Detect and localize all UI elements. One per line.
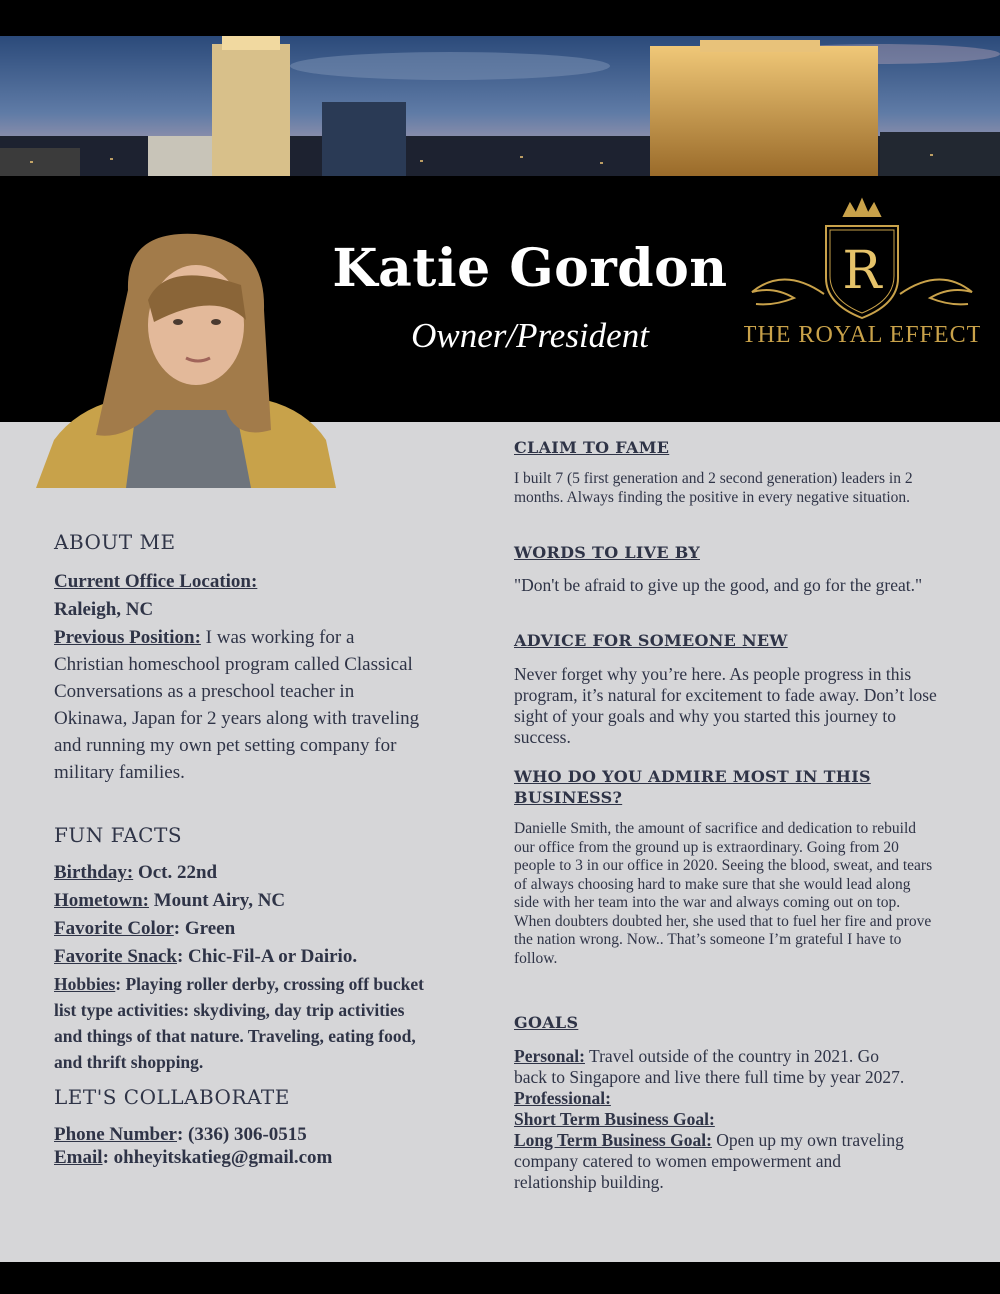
- about-heading: ABOUT ME: [54, 530, 176, 554]
- advice-heading: ADVICE FOR SOMEONE NEW: [514, 631, 788, 650]
- phone-label: Phone Number: [54, 1124, 177, 1145]
- royal-effect-logo: [744, 196, 980, 356]
- email-label[interactable]: Email: [54, 1147, 103, 1168]
- advice-text: Never forget why you’re here. As people progress in this program, it’s natural for excitement to fade away. Don’t lose sight of your goals and why you started this journey to success.: [514, 664, 937, 747]
- long-term-goal-label: Long Term Business Goal:: [514, 1130, 712, 1150]
- goals-section: [514, 1013, 944, 1193]
- favorite-color-value: : Green: [173, 918, 236, 939]
- personal-value: Travel outside of the country in 2021. Go back to Singapore and live there full time by year 2027.: [514, 1046, 905, 1087]
- city-skyline-banner: [0, 36, 1000, 176]
- goals-heading: GOALS: [514, 1013, 579, 1032]
- previous-position-label: Previous Position:: [54, 627, 201, 648]
- birthday-value: Oct. 22nd: [133, 862, 218, 883]
- top-bar: [0, 0, 1000, 36]
- favorite-snack-label: Favorite Snack: [54, 946, 177, 967]
- collaborate-heading: LET'S COLLABORATE: [54, 1085, 290, 1109]
- person-name: Katie Gordon: [332, 238, 728, 299]
- birthday-label: Birthday:: [54, 862, 134, 883]
- favorite-color-label: Favorite Color: [54, 918, 174, 939]
- bottom-bar: [0, 1262, 1000, 1294]
- previous-position-value: I was working for a Christian homeschool program called Classical Conversations as a preschool teacher in Okinawa, Japan for 2 years along with traveling and running my own pet setting company for military families.: [54, 627, 420, 783]
- office-label: Current Office Location:: [54, 571, 258, 592]
- claim-to-fame-section: [514, 438, 944, 507]
- admire-text: Danielle Smith, the amount of sacrifice and dedication to rebuild our office from the ground up is extraordinary. Going from 20 people to 3 in our office in 2020. Seeing the blood, sweat, and tears of always choosing hard to make sure that she would lead along side with her team into the war and always coming out on top. When doubters doubted her, she used that to fuel her fire and prove the nation wrong. Now.. That’s someone I’m grateful I have to follow.: [514, 820, 933, 967]
- long-term-goal-value: Open up my own traveling company catered to women empowerment and relationship building.: [514, 1130, 904, 1192]
- phone-value: : (336) 306-0515: [176, 1124, 307, 1145]
- personal-label: Personal:: [514, 1046, 585, 1066]
- fun-facts-heading: FUN FACTS: [54, 823, 183, 847]
- hobbies-label: Hobbies: [54, 974, 116, 994]
- words-text: "Don't be afraid to give up the good, and go for the great.": [514, 575, 923, 595]
- favorite-snack-value: : Chic-Fil-A or Dairio.: [176, 946, 358, 967]
- professional-label: Professional:: [514, 1088, 611, 1108]
- person-role: Owner/President: [411, 316, 649, 355]
- email-value[interactable]: : ohheyitskatieg@gmail.com: [102, 1147, 333, 1168]
- about-me-section: [54, 530, 424, 786]
- hobbies-value: : Playing roller derby, crossing off bucket list type activities: skydiving, day trip activities and things of that nature. Traveling, eating food, and thrift shopping.: [54, 974, 424, 1072]
- svg-text:R: R: [842, 241, 882, 301]
- admire-heading: WHO DO YOU ADMIRE MOST IN THIS BUSINESS?: [514, 767, 871, 807]
- hometown-value: Mount Airy, NC: [148, 890, 286, 911]
- claim-text: I built 7 (5 first generation and 2 second generation) leaders in 2 months. Always finding the positive in every negative situation.: [514, 470, 913, 506]
- office-value: Raleigh, NC: [54, 599, 154, 620]
- advice-section: [514, 631, 944, 748]
- words-heading: WORDS TO LIVE BY: [514, 543, 700, 562]
- profile-photo: [36, 230, 336, 488]
- admire-section: [514, 766, 933, 968]
- short-term-goal-label: Short Term Business Goal:: [514, 1109, 715, 1129]
- fun-facts-section: [54, 823, 424, 1075]
- collaborate-section: [54, 1085, 424, 1169]
- words-to-live-by-section: [514, 543, 944, 596]
- hometown-label: Hometown:: [54, 890, 149, 911]
- svg-text:THE ROYAL EFFECT: THE ROYAL EFFECT: [744, 322, 980, 348]
- claim-heading: CLAIM TO FAME: [514, 438, 670, 457]
